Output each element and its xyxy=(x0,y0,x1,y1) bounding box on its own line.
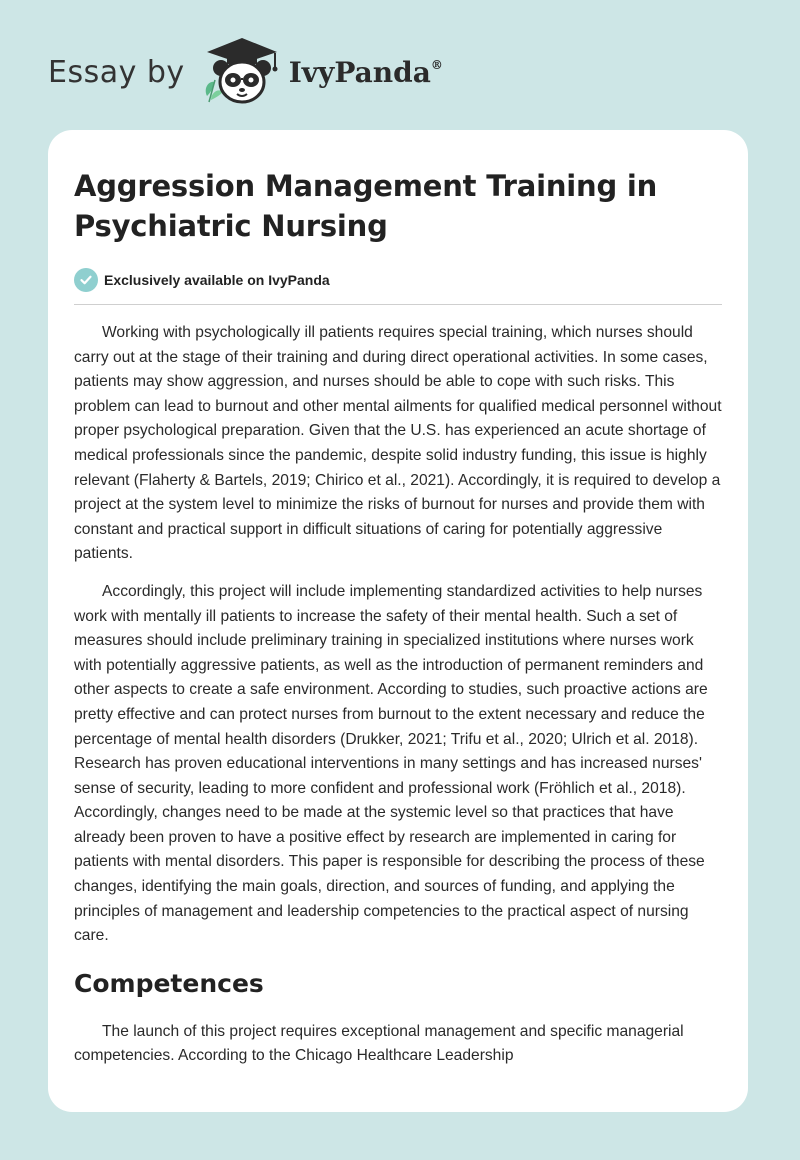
paragraph-1: Working with psychologically ill patients requires special training, which nurses should carry out at the stage of their training and during direct operational activities. In some cases, patients may show aggression, and nurses should be able to cope with such risks. This problem can lead to burnout and other mental ailments for qualified medical personnel without proper psychological preparation. Given that the U.S. has experienced an acute shortage of medical professionals since the pandemic, despite solid industry funding, this issue is highly relevant (Flaherty & Bartels, 2019; Chirico et al., 2021). Accordingly, it is required to develop a project at the system level to minimize the risks of burnout for nurses and provide them with constant and practical support in difficult situations of caring for potentially aggressive patients. xyxy=(74,324,722,563)
paragraph-2: Accordingly, this project will include implementing standardized activities to help nurses work with mentally ill patients to increase the safety of their mental health. Such a set of measures should include preliminary training in specialized institutions where nurses work with potentially aggressive patients, as well as the introduction of permanent reminders and other aspects to create a safe environment. According to studies, such proactive actions are pretty effective and can protect nurses from burnout to the extent necessary and reduce the percentage of mental health disorders (Drukker, 2021; Trifu et al., 2020; Ulrich et al. 2018). Research has proven educational interventions in many settings and has increased nurses' sense of security, leading to more confident and professional work (Fröhlich et al., 2018). Accordingly, changes need to be made at the systemic level so that practices that have already been proven to have a positive effect by research are implemented in caring for patients with mental disorders. This paper is responsible for describing the process of these changes, identifying the main goals, direction, and sources of funding, and applying the principles of management and leadership competencies to the practical aspect of nursing care. xyxy=(74,582,708,945)
panda-logo-icon[interactable] xyxy=(199,36,285,108)
article-card xyxy=(48,130,748,1112)
page-title: Aggression Management Training in Psychiatric Nursing xyxy=(74,169,658,243)
essay-by-label: Essay by xyxy=(48,54,185,90)
check-icon xyxy=(74,268,98,292)
badge-text: Exclusively available on IvyPanda xyxy=(104,272,330,288)
brand-name[interactable]: IvyPanda® xyxy=(288,55,443,89)
section-heading-competences: Competences xyxy=(74,968,264,998)
paragraph-3: The launch of this project requires exceptional management and specific managerial competencies. According to the Chicago Healthcare Leadership xyxy=(74,1022,684,1065)
exclusive-badge xyxy=(74,266,722,294)
divider xyxy=(74,304,722,305)
site-header xyxy=(48,36,443,108)
